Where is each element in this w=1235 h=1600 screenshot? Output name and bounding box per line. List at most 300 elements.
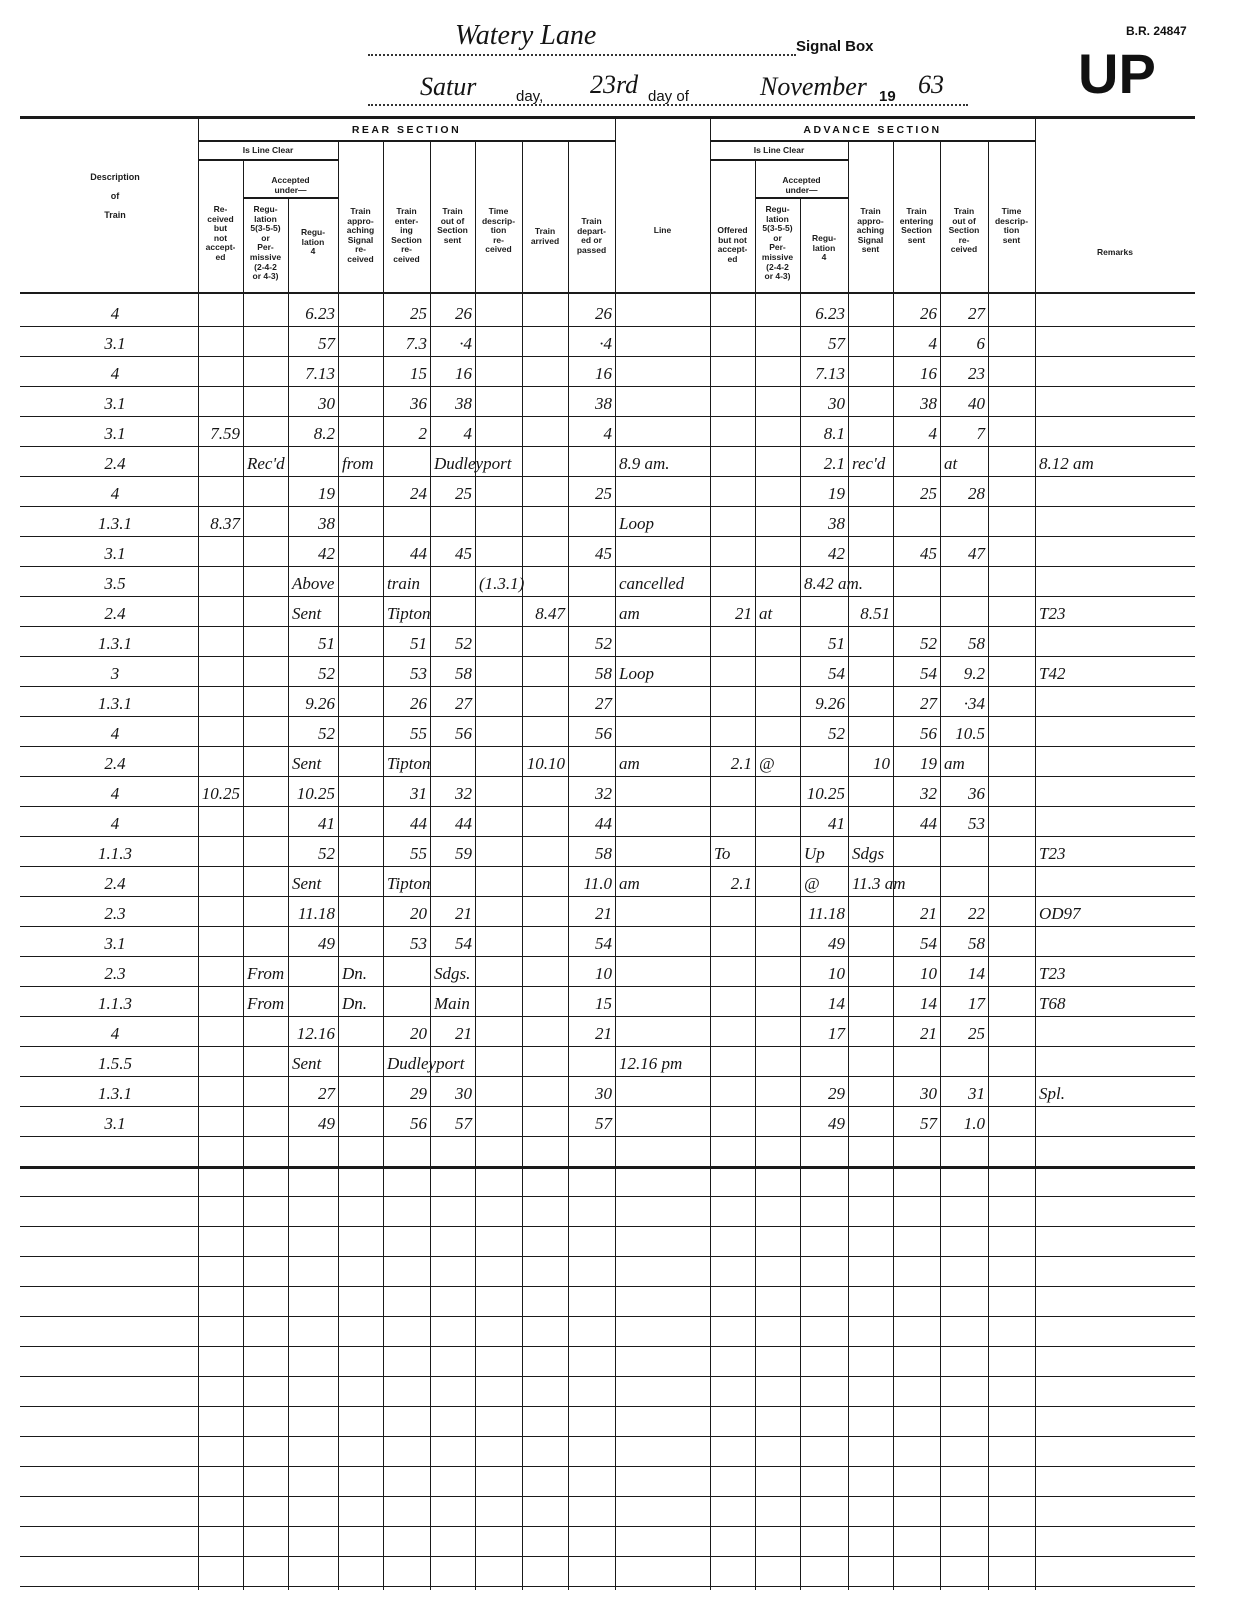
cell-out-sent: Sdgs. <box>434 964 471 983</box>
cell-departed: 58 <box>595 844 612 863</box>
rear-accepted-rule <box>243 197 338 199</box>
cell-reg4: Above <box>292 574 335 593</box>
col-offered-not-accepted: Offered but not accept- ed <box>717 225 748 264</box>
cell-departed: 11.0 <box>583 874 612 893</box>
cell-approaching-sent: 11.3 am <box>852 874 906 893</box>
cell-entering-sent: 54 <box>920 934 937 953</box>
cell-out-sent: 16 <box>455 364 472 383</box>
row-rule <box>20 1346 1195 1347</box>
col-reg5: Regu- lation 5(3-5-5) or Per- missive (2-4-2 or 4-3) <box>249 204 282 282</box>
cell-remarks: T23 <box>1039 964 1066 983</box>
table-row <box>0 507 1235 535</box>
cell-offered-not-accepted: 2.1 <box>730 754 752 773</box>
row-rule <box>20 1256 1195 1257</box>
cell-entering-received: Tipton <box>387 604 431 623</box>
cell-remarks: T23 <box>1039 604 1066 623</box>
cell-departed: 21 <box>595 1024 612 1043</box>
row-rule <box>20 1136 1195 1137</box>
cell-description: 2.3 <box>104 904 126 923</box>
cell-approaching-received: from <box>342 454 374 473</box>
cell-entering-sent: 44 <box>920 814 937 833</box>
cell-reg4: 38 <box>318 514 335 533</box>
cell-time-desc-received: (1.3.1) <box>479 574 525 593</box>
cell-entering-received: Tipton <box>387 874 431 893</box>
cell-adv-reg4: 49 <box>828 934 845 953</box>
cell-received-not-accepted: 7.59 <box>210 424 240 443</box>
table-row <box>0 387 1235 415</box>
cell-entering-sent: 21 <box>920 1024 937 1043</box>
cell-departed: 57 <box>595 1114 612 1133</box>
cell-received-not-accepted: 8.37 <box>210 514 240 533</box>
year-suffix: 63 <box>918 70 944 99</box>
row-rule <box>20 1376 1195 1377</box>
cell-line: am <box>619 604 640 623</box>
direction-label: UP <box>1078 42 1156 105</box>
cell-arrived: 8.47 <box>535 604 565 623</box>
cell-line: Loop <box>619 514 654 533</box>
cell-adv-reg5: @ <box>759 754 775 773</box>
col-arrived: Train arrived <box>530 226 560 246</box>
month: November <box>760 72 867 101</box>
cell-remarks: Spl. <box>1039 1084 1065 1103</box>
col-description: Description of Train <box>90 172 140 221</box>
col-departed: Train depart- ed or passed <box>576 216 607 255</box>
cell-line: am <box>619 754 640 773</box>
cell-adv-reg4: 57 <box>828 334 845 353</box>
cell-adv-reg4: 38 <box>828 514 845 533</box>
cell-description: 4 <box>110 724 120 743</box>
cell-entering-sent: 4 <box>928 424 937 443</box>
cell-entering-sent: 30 <box>920 1084 937 1103</box>
cell-entering-sent: 32 <box>920 784 937 803</box>
table-row <box>0 537 1235 565</box>
row-rule <box>20 1586 1195 1587</box>
cell-description: 3.1 <box>104 394 126 413</box>
cell-entering-received: 44 <box>410 814 427 833</box>
cell-out-received: 40 <box>968 394 985 413</box>
cell-out-received: 47 <box>968 544 985 563</box>
cell-departed: 54 <box>595 934 612 953</box>
cell-out-sent: 25 <box>455 484 472 503</box>
cell-adv-reg4: 51 <box>828 634 845 653</box>
cell-line: 8.9 am. <box>619 454 670 473</box>
cell-departed: 38 <box>595 394 612 413</box>
col-remarks: Remarks <box>1097 247 1133 257</box>
cell-entering-received: 53 <box>410 934 427 953</box>
cell-description: 2.4 <box>104 754 126 773</box>
cell-departed: 16 <box>595 364 612 383</box>
cell-offered-not-accepted: 21 <box>735 604 752 623</box>
table-row <box>0 867 1235 895</box>
cell-adv-reg4: 8.1 <box>823 424 845 443</box>
cell-reg4: 6.23 <box>305 304 335 323</box>
cell-reg4: 49 <box>318 934 335 953</box>
table-row <box>0 807 1235 835</box>
cell-adv-reg4: 14 <box>828 994 845 1013</box>
cell-reg4: 11.18 <box>298 904 335 923</box>
year-prefix: 19 <box>879 88 896 105</box>
cell-adv-reg4: 49 <box>828 1114 845 1133</box>
table-row <box>0 987 1235 1015</box>
cell-departed: 52 <box>595 634 612 653</box>
cell-adv-reg4: 42 <box>828 544 845 563</box>
cell-reg4: 52 <box>318 724 335 743</box>
day-label: day, <box>516 88 544 105</box>
header-bottom-rule <box>20 292 1195 294</box>
col-approaching-sent: Train appro- aching Signal sent <box>856 206 885 255</box>
cell-entering-sent: 26 <box>920 304 937 323</box>
date-day: 23rd <box>590 70 639 99</box>
cell-out-received: 22 <box>968 904 985 923</box>
row-rule <box>20 1436 1195 1437</box>
row-rule <box>20 1496 1195 1497</box>
cell-out-sent: 52 <box>455 634 472 653</box>
table-row <box>0 567 1235 595</box>
cell-adv-reg5: at <box>759 604 773 623</box>
adv-accepted-under: Accepted under— <box>782 175 821 195</box>
cell-reg4: 57 <box>318 334 335 353</box>
cell-line: cancelled <box>619 574 685 593</box>
table-row <box>0 957 1235 985</box>
cell-approaching-sent: 8.51 <box>860 604 890 623</box>
table-row <box>0 1107 1235 1135</box>
cell-entering-sent: 14 <box>920 994 937 1013</box>
table-row <box>0 747 1235 775</box>
cell-entering-sent: 45 <box>920 544 937 563</box>
cell-out-received: 28 <box>968 484 985 503</box>
cell-reg4: 49 <box>318 1114 335 1133</box>
col-adv-reg5: Regu- lation 5(3-5-5) or Per- missive (2-4-2 or 4-3) <box>761 204 794 282</box>
cell-departed: 32 <box>595 784 612 803</box>
cell-adv-reg4: 2.1 <box>823 454 845 473</box>
cell-entering-sent: 57 <box>920 1114 937 1133</box>
signal-box-label: Signal Box <box>796 38 874 55</box>
cell-reg4: 9.26 <box>305 694 335 713</box>
cell-departed: 25 <box>595 484 612 503</box>
cell-out-received: 58 <box>968 634 985 653</box>
cell-reg5: From <box>247 964 285 983</box>
cell-out-sent: 58 <box>455 664 472 683</box>
col-adv-reg4: Regu- lation 4 <box>811 233 837 263</box>
row-rule <box>20 1526 1195 1527</box>
cell-entering-received: 55 <box>410 844 427 863</box>
cell-out-sent: Main <box>434 994 470 1013</box>
table-row <box>0 1017 1235 1045</box>
cell-departed: 21 <box>595 904 612 923</box>
cell-adv-reg4: 8.42 am. <box>804 574 864 593</box>
cell-reg4: 7.13 <box>305 364 335 383</box>
table-row <box>0 657 1235 685</box>
cell-offered-not-accepted: 2.1 <box>730 874 752 893</box>
cell-departed: 10 <box>595 964 612 983</box>
cell-out-received: 14 <box>968 964 985 983</box>
cell-entering-received: 51 <box>410 634 427 653</box>
cell-reg4: 41 <box>318 814 335 833</box>
cell-reg4: Sent <box>292 604 322 623</box>
cell-adv-reg4: 10 <box>828 964 845 983</box>
cell-line: Loop <box>619 664 654 683</box>
cell-reg4: 30 <box>318 394 335 413</box>
cell-entering-received: Dudleyport <box>387 1054 465 1073</box>
cell-entering-sent: 38 <box>920 394 937 413</box>
cell-entering-received: 56 <box>410 1114 427 1133</box>
cell-out-sent: 45 <box>455 544 472 563</box>
cell-out-received: 36 <box>968 784 985 803</box>
cell-line: 12.16 pm <box>619 1054 683 1073</box>
cell-entering-received: 20 <box>410 904 427 923</box>
col-time-desc-sent: Time descrip- tion sent <box>994 206 1029 245</box>
cell-out-sent: 56 <box>455 724 472 743</box>
rear-accepted-under: Accepted under— <box>271 175 310 195</box>
cell-departed: 15 <box>595 994 612 1013</box>
cell-description: 2.4 <box>104 874 126 893</box>
cell-entering-received: 31 <box>410 784 427 803</box>
table-row <box>0 297 1235 325</box>
cell-description: 3.1 <box>104 934 126 953</box>
cell-description: 3.5 <box>104 574 126 593</box>
cell-description: 4 <box>110 784 120 803</box>
cell-description: 2.4 <box>104 604 126 623</box>
cell-entering-received: Tipton <box>387 754 431 773</box>
cell-reg4: 12.16 <box>296 1024 335 1043</box>
cell-out-sent: Dudleyport <box>434 454 512 473</box>
cell-entering-received: 15 <box>410 364 427 383</box>
cell-entering-received: 55 <box>410 724 427 743</box>
cell-description: 1.5.5 <box>98 1054 132 1073</box>
cell-entering-received: 44 <box>410 544 427 563</box>
cell-departed: 26 <box>595 304 612 323</box>
rear-line-clear-rule <box>198 159 338 161</box>
cell-remarks: T42 <box>1039 664 1066 683</box>
cell-adv-reg4: 19 <box>828 484 845 503</box>
cell-entering-sent: 10 <box>920 964 937 983</box>
cell-description: 2.3 <box>104 964 126 983</box>
row-rule <box>20 1466 1195 1467</box>
cell-adv-reg4: 54 <box>828 664 845 683</box>
cell-adv-reg4: 30 <box>828 394 845 413</box>
cell-line: am <box>619 874 640 893</box>
cell-out-received: 9.2 <box>963 664 985 683</box>
form-number: B.R. 24847 <box>1126 24 1187 38</box>
cell-adv-reg4: 7.13 <box>815 364 845 383</box>
cell-description: 1.3.1 <box>98 694 132 713</box>
cell-approaching-sent: Sdgs <box>852 844 885 863</box>
table-row <box>0 357 1235 385</box>
cell-out-received: 31 <box>968 1084 985 1103</box>
cell-out-sent: 27 <box>455 694 472 713</box>
cell-departed: 45 <box>595 544 612 563</box>
cell-description: 3.1 <box>104 544 126 563</box>
cell-description: 4 <box>110 814 120 833</box>
table-row <box>0 927 1235 955</box>
cell-adv-reg4: 52 <box>828 724 845 743</box>
cell-description: 3.1 <box>104 424 126 443</box>
cell-out-sent: 21 <box>455 904 472 923</box>
cell-reg4: 52 <box>318 664 335 683</box>
row-rule <box>20 1166 1195 1169</box>
cell-remarks: T68 <box>1039 994 1066 1013</box>
cell-entering-received: 36 <box>410 394 427 413</box>
cell-departed: ·4 <box>599 334 612 353</box>
cell-remarks: OD97 <box>1039 904 1081 923</box>
cell-reg4: Sent <box>292 1054 322 1073</box>
cell-out-sent: 54 <box>455 934 472 953</box>
cell-departed: 44 <box>595 814 612 833</box>
cell-out-sent: 57 <box>455 1114 472 1133</box>
cell-received-not-accepted: 10.25 <box>201 784 240 803</box>
cell-out-sent: 21 <box>455 1024 472 1043</box>
cell-adv-reg4: 29 <box>828 1084 845 1103</box>
cell-reg4: 52 <box>318 844 335 863</box>
cell-out-received: 7 <box>976 424 985 443</box>
table-row <box>0 687 1235 715</box>
cell-out-sent: 44 <box>455 814 472 833</box>
cell-out-received: 17 <box>968 994 985 1013</box>
cell-description: 4 <box>110 484 120 503</box>
cell-entering-sent: 19 <box>920 754 937 773</box>
cell-entering-received: 24 <box>410 484 427 503</box>
cell-entering-received: train <box>387 574 421 593</box>
cell-out-received: 25 <box>968 1024 985 1043</box>
table-row <box>0 477 1235 505</box>
row-rule <box>20 1286 1195 1287</box>
cell-reg4: 51 <box>318 634 335 653</box>
cell-entering-sent: 16 <box>920 364 937 383</box>
cell-entering-sent: 27 <box>920 694 937 713</box>
adv-line-clear-rule <box>710 159 848 161</box>
cell-entering-sent: 21 <box>920 904 937 923</box>
rear-is-line-clear: Is Line Clear <box>242 145 294 155</box>
cell-reg4: 10.25 <box>296 784 335 803</box>
cell-entering-received: 20 <box>410 1024 427 1043</box>
cell-entering-received: 7.3 <box>405 334 427 353</box>
cell-arrived: 10.10 <box>526 754 565 773</box>
cell-entering-received: 29 <box>410 1084 427 1103</box>
cell-adv-reg4: Up <box>804 844 825 863</box>
header-top-rule <box>20 116 1195 119</box>
cell-entering-received: 53 <box>410 664 427 683</box>
cell-departed: 58 <box>595 664 612 683</box>
col-approaching-received: Train appro- aching Signal re- ceived <box>346 206 375 264</box>
advance-section-heading: ADVANCE SECTION <box>803 124 942 136</box>
adv-is-line-clear: Is Line Clear <box>753 145 805 155</box>
adv-accepted-rule <box>755 197 848 199</box>
cell-out-received: 6 <box>976 334 985 353</box>
table-row <box>0 597 1235 625</box>
cell-out-received: ·34 <box>963 694 985 713</box>
col-line: Line <box>653 225 672 235</box>
cell-reg4: Sent <box>292 874 322 893</box>
table-row <box>0 1047 1235 1075</box>
cell-out-received: 53 <box>968 814 985 833</box>
cell-out-sent: 32 <box>455 784 472 803</box>
table-row <box>0 1077 1235 1105</box>
col-entering-sent: Train entering Section sent <box>899 206 934 245</box>
col-time-desc-received: Time descrip- tion re- ceived <box>481 206 516 255</box>
cell-out-received: 10.5 <box>955 724 985 743</box>
cell-out-received: 27 <box>968 304 985 323</box>
cell-departed: 30 <box>595 1084 612 1103</box>
table-row <box>0 897 1235 925</box>
cell-reg4: Sent <box>292 754 322 773</box>
cell-approaching-sent: rec'd <box>852 454 886 473</box>
cell-remarks: 8.12 am <box>1039 454 1094 473</box>
advance-section-rule <box>710 140 1035 142</box>
table-row <box>0 717 1235 745</box>
cell-entering-sent: 4 <box>928 334 937 353</box>
cell-description: 4 <box>110 364 120 383</box>
table-row <box>0 627 1235 655</box>
cell-remarks: T23 <box>1039 844 1066 863</box>
cell-out-sent: 30 <box>455 1084 472 1103</box>
cell-reg5: Rec'd <box>247 454 285 473</box>
cell-out-sent: 26 <box>455 304 472 323</box>
table-row <box>0 837 1235 865</box>
cell-entering-received: 26 <box>410 694 427 713</box>
cell-entering-sent: 52 <box>920 634 937 653</box>
cell-description: 3.1 <box>104 1114 126 1133</box>
cell-adv-reg4: 9.26 <box>815 694 845 713</box>
cell-reg5: From <box>247 994 285 1013</box>
cell-departed: 4 <box>603 424 612 443</box>
cell-description: 2.4 <box>104 454 126 473</box>
cell-reg4: 42 <box>318 544 335 563</box>
cell-approaching-received: Dn. <box>342 994 368 1013</box>
cell-departed: 56 <box>595 724 612 743</box>
cell-description: 1.3.1 <box>98 514 132 533</box>
table-row <box>0 417 1235 445</box>
cell-entering-sent: 25 <box>920 484 937 503</box>
cell-out-sent: ·4 <box>459 334 472 353</box>
weekday: Satur <box>420 72 477 101</box>
table-row <box>0 327 1235 355</box>
cell-out-sent: 4 <box>463 424 472 443</box>
row-rule <box>20 1316 1195 1317</box>
row-rule <box>20 1556 1195 1557</box>
cell-out-received: am <box>944 754 965 773</box>
cell-adv-reg4: 10.25 <box>806 784 845 803</box>
cell-description: 1.3.1 <box>98 634 132 653</box>
table-row <box>0 447 1235 475</box>
cell-adv-reg4: 17 <box>828 1024 845 1043</box>
cell-entering-sent: 56 <box>920 724 937 743</box>
cell-reg4: 27 <box>318 1084 335 1103</box>
cell-out-received: 23 <box>968 364 985 383</box>
col-reg4: Regu- lation 4 <box>300 227 326 257</box>
row-rule <box>20 1226 1195 1227</box>
cell-description: 4 <box>110 1024 120 1043</box>
cell-adv-reg4: 11.18 <box>808 904 845 923</box>
table-row <box>0 777 1235 805</box>
cell-out-received: at <box>944 454 958 473</box>
cell-out-received: 1.0 <box>963 1114 985 1133</box>
cell-adv-reg4: @ <box>804 874 820 893</box>
cell-approaching-received: Dn. <box>342 964 368 983</box>
cell-out-sent: 38 <box>455 394 472 413</box>
cell-description: 4 <box>110 304 120 323</box>
cell-adv-reg4: 41 <box>828 814 845 833</box>
col-received-not-accepted: Re- ceived but not accept- ed <box>205 204 236 262</box>
cell-reg4: 8.2 <box>313 424 335 443</box>
cell-description: 3 <box>110 664 120 683</box>
rear-section-rule <box>198 140 615 142</box>
cell-description: 1.1.3 <box>98 994 132 1013</box>
cell-reg4: 19 <box>318 484 335 503</box>
row-rule <box>20 1406 1195 1407</box>
cell-approaching-sent: 10 <box>873 754 890 773</box>
cell-description: 1.3.1 <box>98 1084 132 1103</box>
cell-entering-sent: 54 <box>920 664 937 683</box>
